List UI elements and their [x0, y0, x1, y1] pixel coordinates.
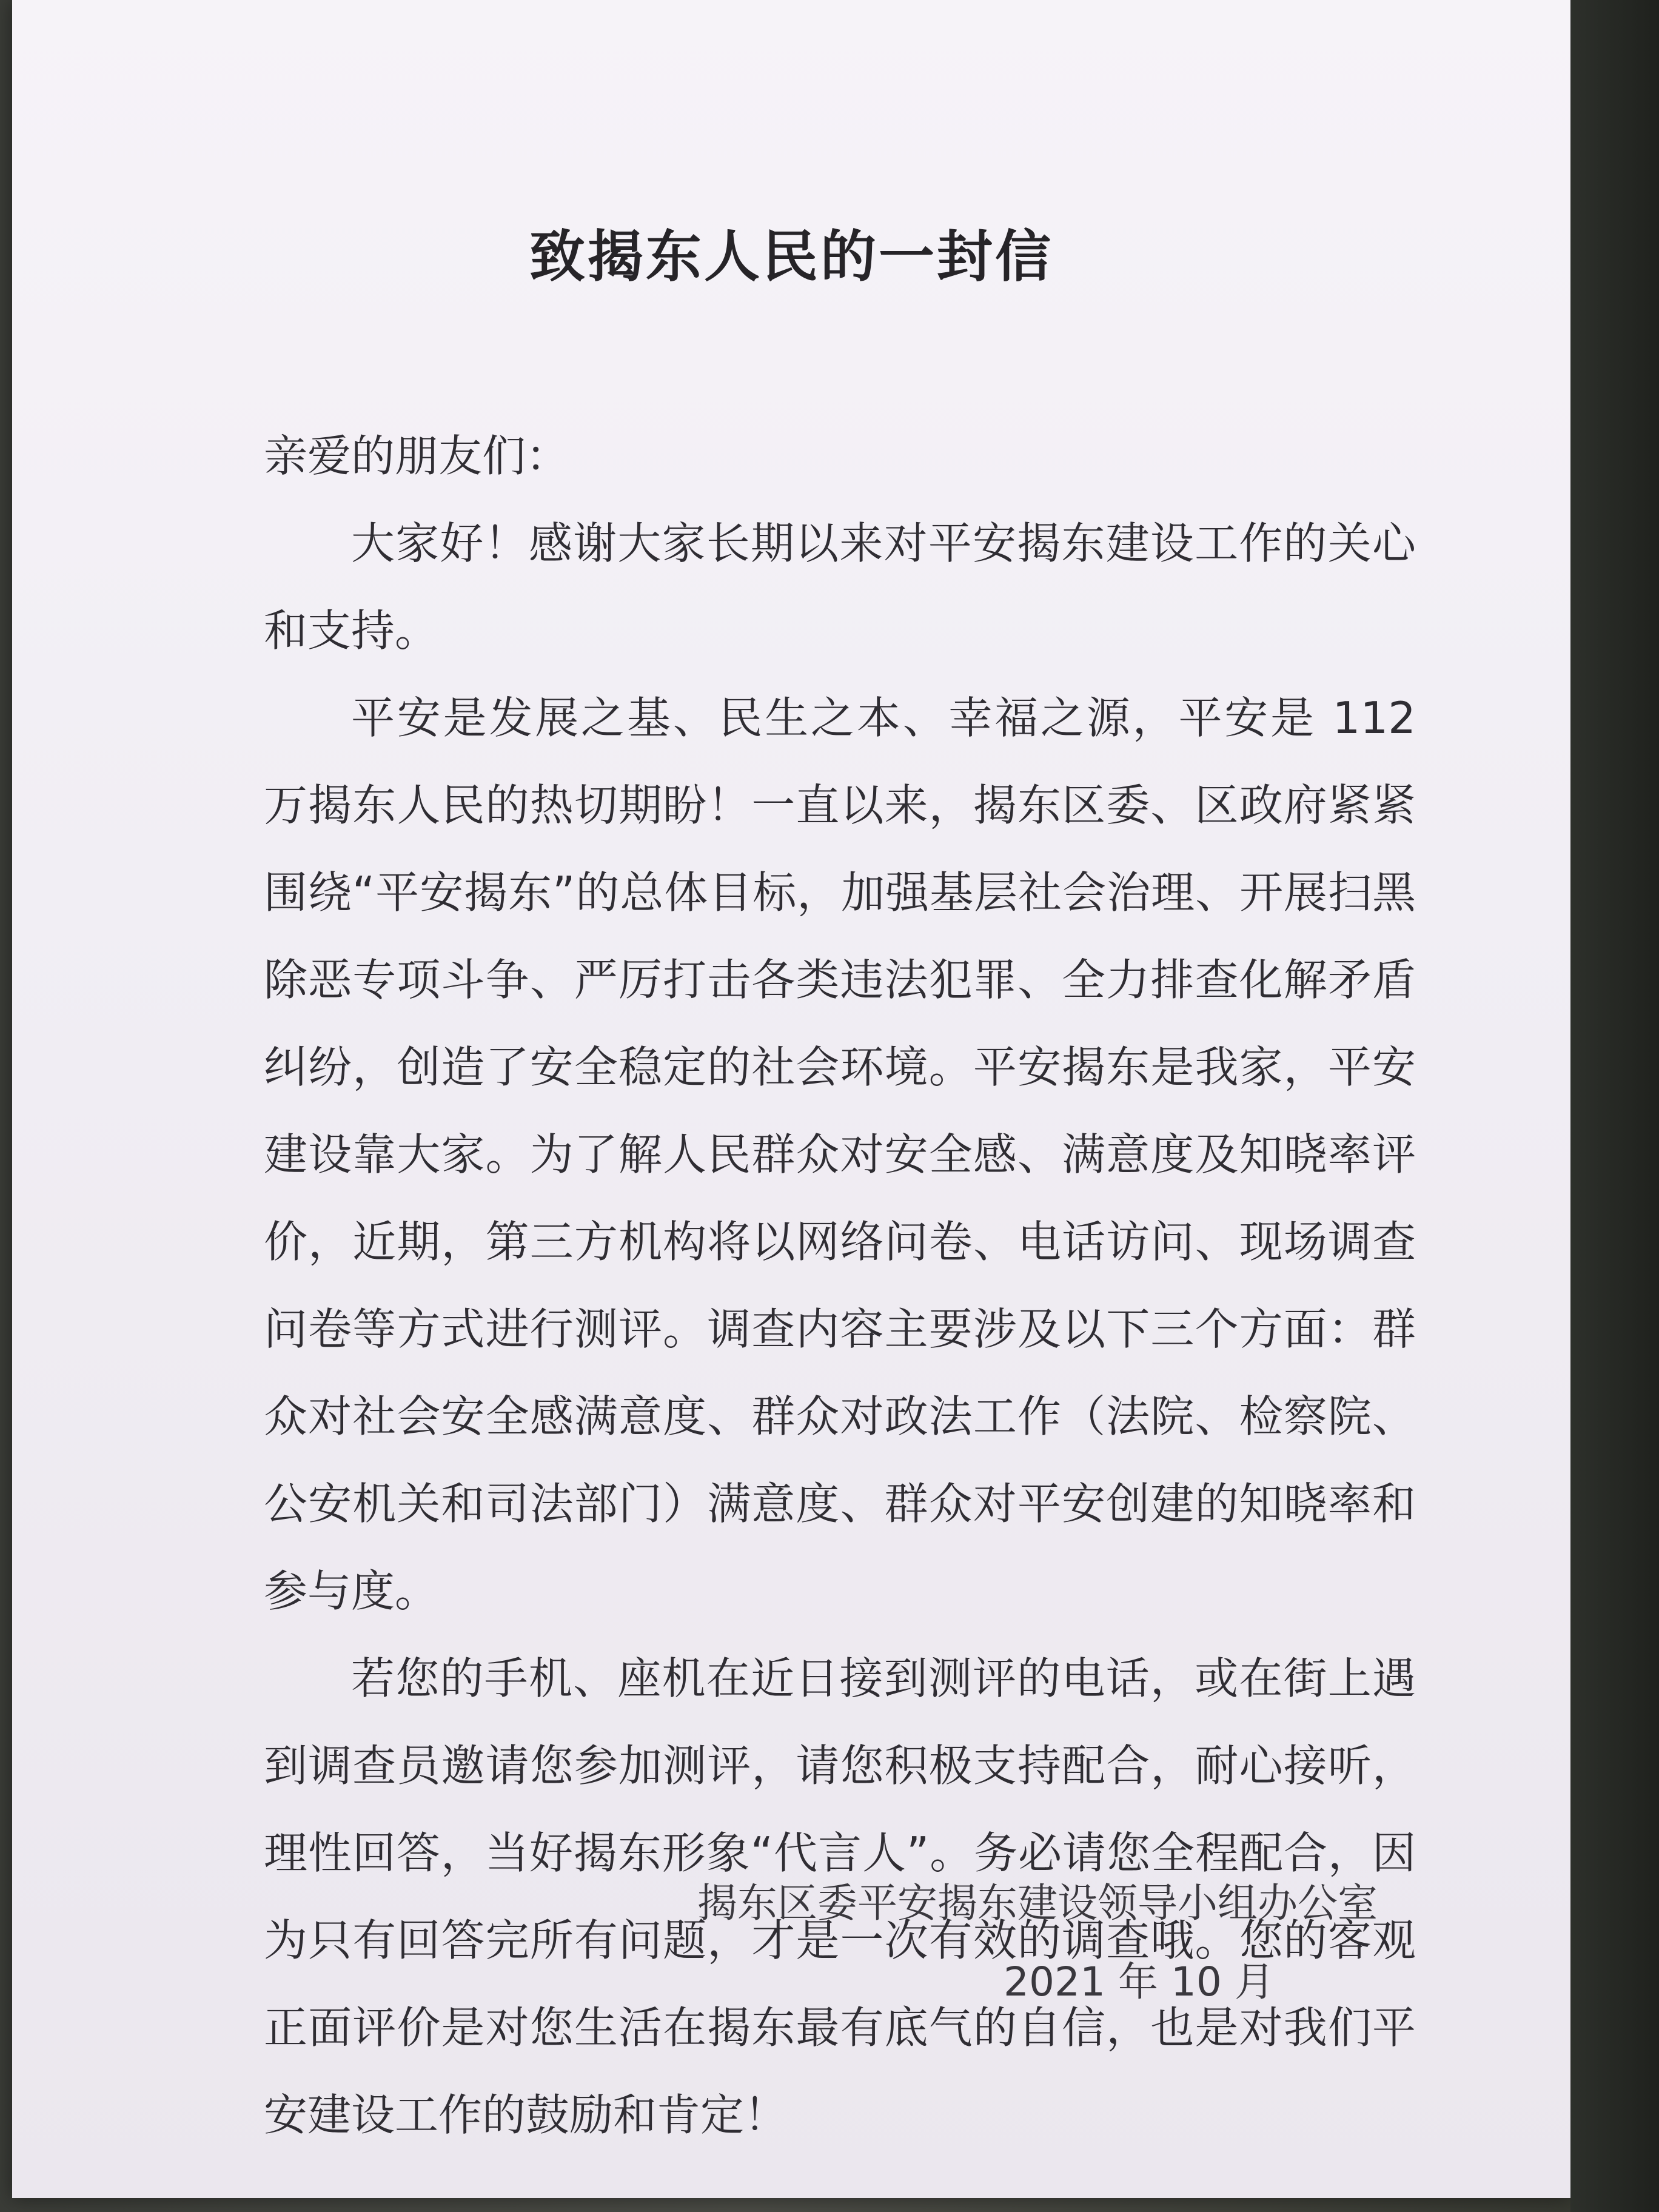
signature-date: 2021 年 10 月 — [1004, 1959, 1275, 2005]
letter-title: 致揭东人民的一封信 — [529, 224, 1053, 289]
letter-paper — [12, 0, 1570, 2198]
paragraph-greeting: 大家好！感谢大家长期以来对平安揭东建设工作的关心和支持。 — [264, 518, 1416, 656]
signature-block — [697, 1864, 1425, 2022]
table-edge — [1570, 0, 1659, 2212]
signature-organization: 揭东区委平安揭东建设领导小组办公室 — [697, 1880, 1378, 1926]
paragraph-main: 平安是发展之基、民生之本、幸福之源，平安是 112 万揭东人民的热切期盼！一直以来，揭东区委、区政府紧紧围绕“平安揭东”的总体目标，加强基层社会治理、开展扫黑除恶专项斗争、严厉打击各类违法犯罪、全力排查化解矛盾纠纷，创造了安全稳定的社会环境。平安揭东是我家，平安建设靠大家。为了解人民群众对安全感、满意度及知晓率评价，近期，第三方机构将以网络问卷、电话访问、现场调查问卷等方式进行测评。调查内容主要涉及以下三个方面：群众对社会安全感满意度、群众对政法工作（法院、检察院、公安机关和司法部门）满意度、群众对平安创建的知晓率和参与度。 — [264, 692, 1416, 1617]
paragraph-request: 若您的手机、座机在近日接到测评的电话，或在街上遇到调查员邀请您参加测评，请您积极支持配合，耐心接听，理性回答，当好揭东形象“代言人”。务必请您全程配合，因为只有回答完所有问题，才是一次有效的调查哦。您的客观正面评价是对您生活在揭东最有底气的自信，也是对我们平安建设工作的鼓励和肯定！ — [264, 1653, 1416, 2140]
salutation: 亲爱的朋友们： — [264, 431, 570, 481]
